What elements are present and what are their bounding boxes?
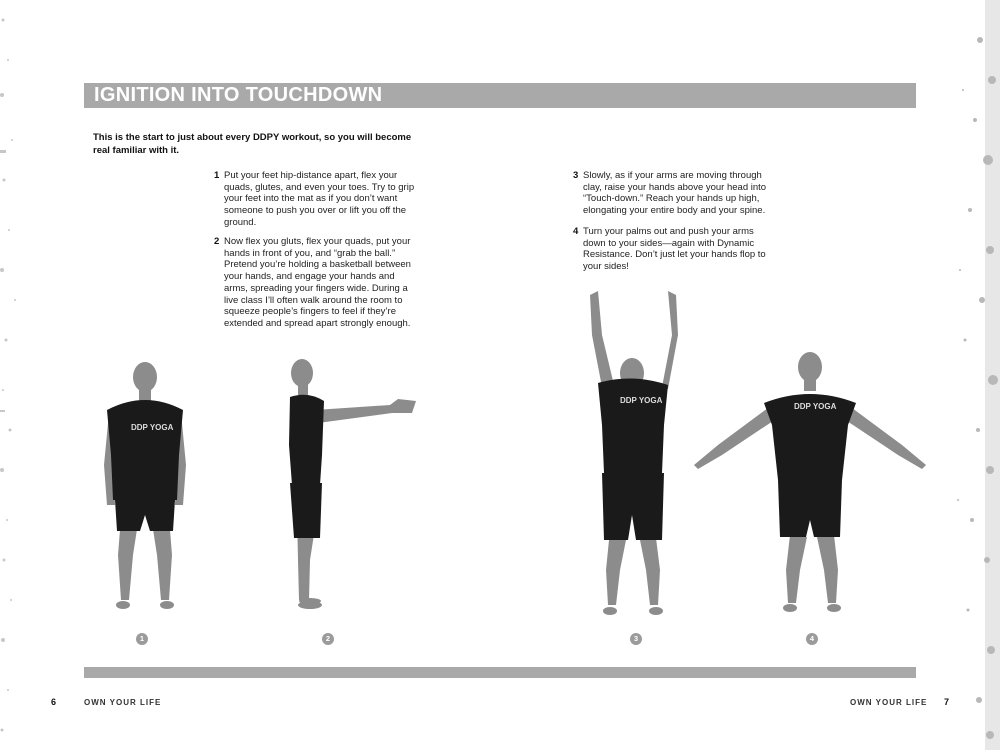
step-1 — [214, 170, 424, 229]
step-4 — [573, 226, 779, 273]
figure-2-grab-the-ball — [280, 355, 420, 620]
step-number: 1 — [214, 170, 220, 181]
figure-4-arms-down — [690, 345, 930, 620]
step-text: Slowly, as if your arms are moving through clay, raise your hands above your head into “Touch-down.” Reach your hands up high, elongating your entire body and your spine. — [583, 170, 767, 217]
page-number-left: 6 — [51, 697, 57, 707]
figure-3-touchdown — [580, 285, 690, 620]
grunge-texture-left — [0, 0, 40, 750]
figure-badge-2: 2 — [322, 633, 334, 645]
step-text: Now flex you gluts, flex your quads, put your hands in front of you, and “grab the ball.” Pretend you’re holding a basketball between your hands, and engage your hands and arms, spreading your fingers wide. During a live class I’ll often walk around the room to squeeze people’s fingers to feel if they’re extended and spread apart strongly enough. — [224, 236, 411, 329]
section-banner — [84, 83, 916, 108]
step-2 — [214, 236, 420, 330]
figure-badge-3: 3 — [630, 633, 642, 645]
step-text: Put your feet hip-distance apart, flex your quads, glutes, and even your toes. Try to grip your feet into the mat as if you don’t want someone to push you over or lift you off the ground. — [224, 170, 415, 228]
shirt-logo: DDP YOGA — [620, 396, 663, 405]
running-footer-right: OWN YOUR LIFE — [850, 698, 928, 707]
step-number: 2 — [214, 236, 220, 247]
running-footer-left: OWN YOUR LIFE — [84, 698, 162, 707]
step-number: 3 — [573, 170, 579, 181]
step-text: Turn your palms out and push your arms down to your sides—again with Dynamic Resistance. Don’t just let your hands flop to your sides! — [583, 226, 766, 273]
section-title: IGNITION INTO TOUCHDOWN — [94, 84, 383, 106]
page-number-right: 7 — [944, 697, 950, 707]
shirt-logo: DDP YOGA — [131, 423, 174, 432]
footer-bar — [84, 667, 916, 678]
shirt-logo: DDP YOGA — [794, 402, 837, 411]
figure-badge-1: 1 — [136, 633, 148, 645]
intro-text: This is the start to just about every DDPY workout, so you will become real familiar with it. — [93, 132, 412, 156]
grunge-texture-right — [930, 0, 1000, 750]
figure-1-standing — [95, 355, 195, 620]
step-3 — [573, 170, 779, 217]
figure-badge-4: 4 — [806, 633, 818, 645]
step-number: 4 — [573, 226, 579, 237]
